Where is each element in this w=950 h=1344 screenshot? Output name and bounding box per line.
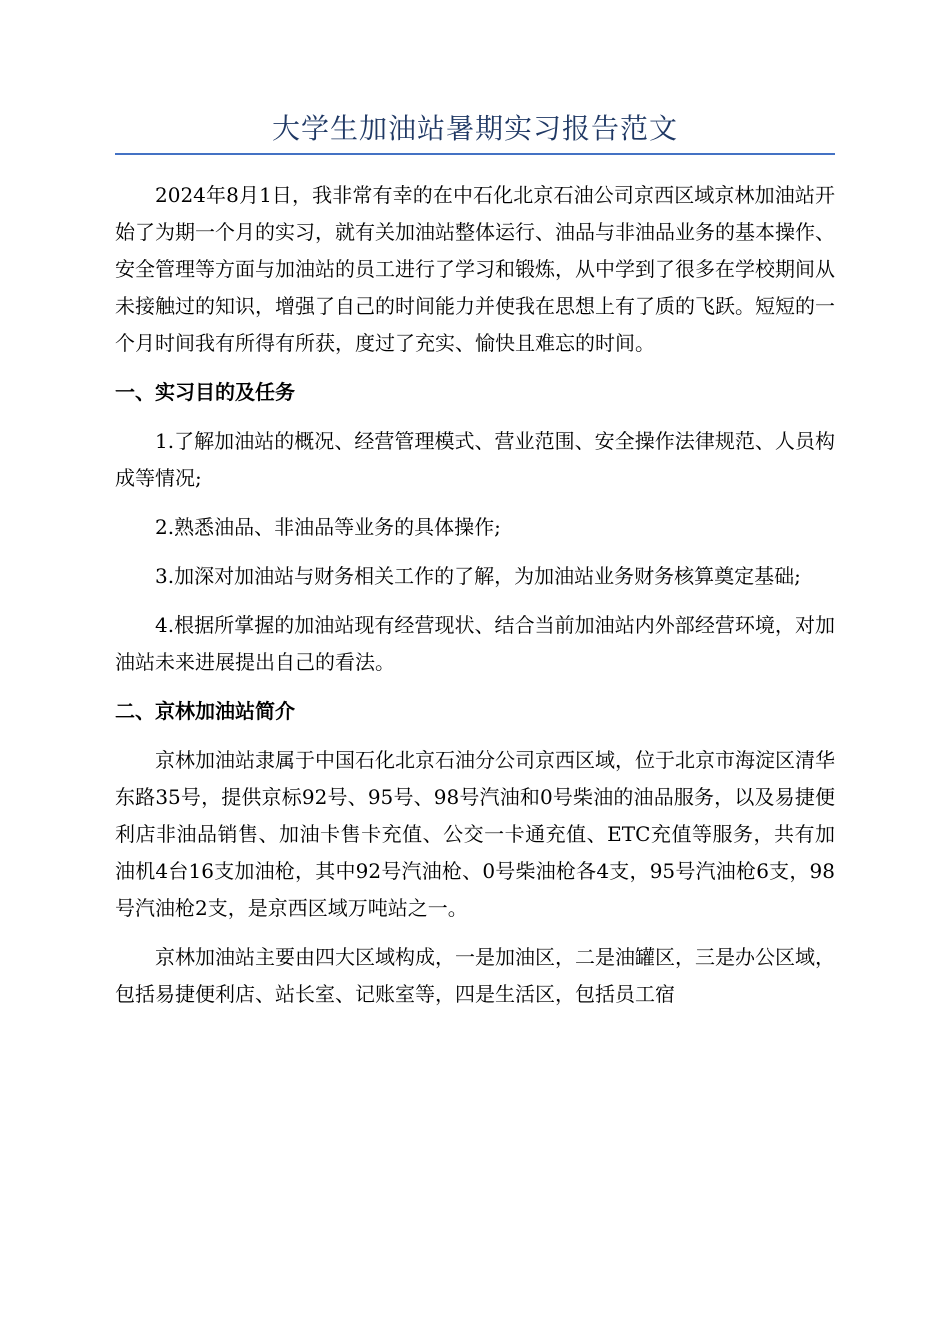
section-heading-station-intro: 二、京林加油站简介	[115, 699, 295, 723]
station-paragraph-2: 京林加油站主要由四大区域构成，一是加油区，二是油罐区，三是办公区域，包括易捷便利店、站长室、记账室等，四是生活区，包括员工宿	[115, 945, 835, 1006]
objective-item-4: 4.根据所掌握的加油站现有经营现状、结合当前加油站内外部经营环境，对加油站未来进展提出自己的看法。	[115, 613, 835, 674]
intro-paragraph: 2024年8月1日，我非常有幸的在中石化北京石油公司京西区域京林加油站开始了为期一个月的实习，就有关加油站整体运行、油品与非油品业务的基本操作、安全管理等方面与加油站的员工进行了学习和锻炼，从中学到了很多在学校期间从未接触过的知识，增强了自己的时间能力并使我在思想上有了质的飞跃。短短的一个月时间我有所得有所获，度过了充实、愉快且难忘的时间。	[115, 183, 835, 355]
title-divider	[115, 153, 835, 155]
objective-item-2: 2.熟悉油品、非油品等业务的具体操作;	[155, 515, 501, 539]
section-heading-objectives: 一、实习目的及任务	[115, 380, 295, 404]
objective-item-3: 3.加深对加油站与财务相关工作的了解，为加油站业务财务核算奠定基础;	[155, 564, 801, 588]
document-page	[115, 105, 835, 1025]
station-paragraph-1: 京林加油站隶属于中国石化北京石油分公司京西区域，位于北京市海淀区清华东路35号，提供京标92号、95号、98号汽油和0号柴油的油品服务，以及易捷便利店非油品销售、加油卡售卡充值、公交一卡通充值、ETC充值等服务，共有加油机4台16支加油枪，其中92号汽油枪、0号柴油枪各4支，95号汽油枪6支，98号汽油枪2支，是京西区域万吨站之一。	[115, 748, 835, 920]
objective-item-1: 1.了解加油站的概况、经营管理模式、营业范围、安全操作法律规范、人员构成等情况;	[115, 429, 835, 490]
document-title: 大学生加油站暑期实习报告范文	[271, 112, 678, 145]
